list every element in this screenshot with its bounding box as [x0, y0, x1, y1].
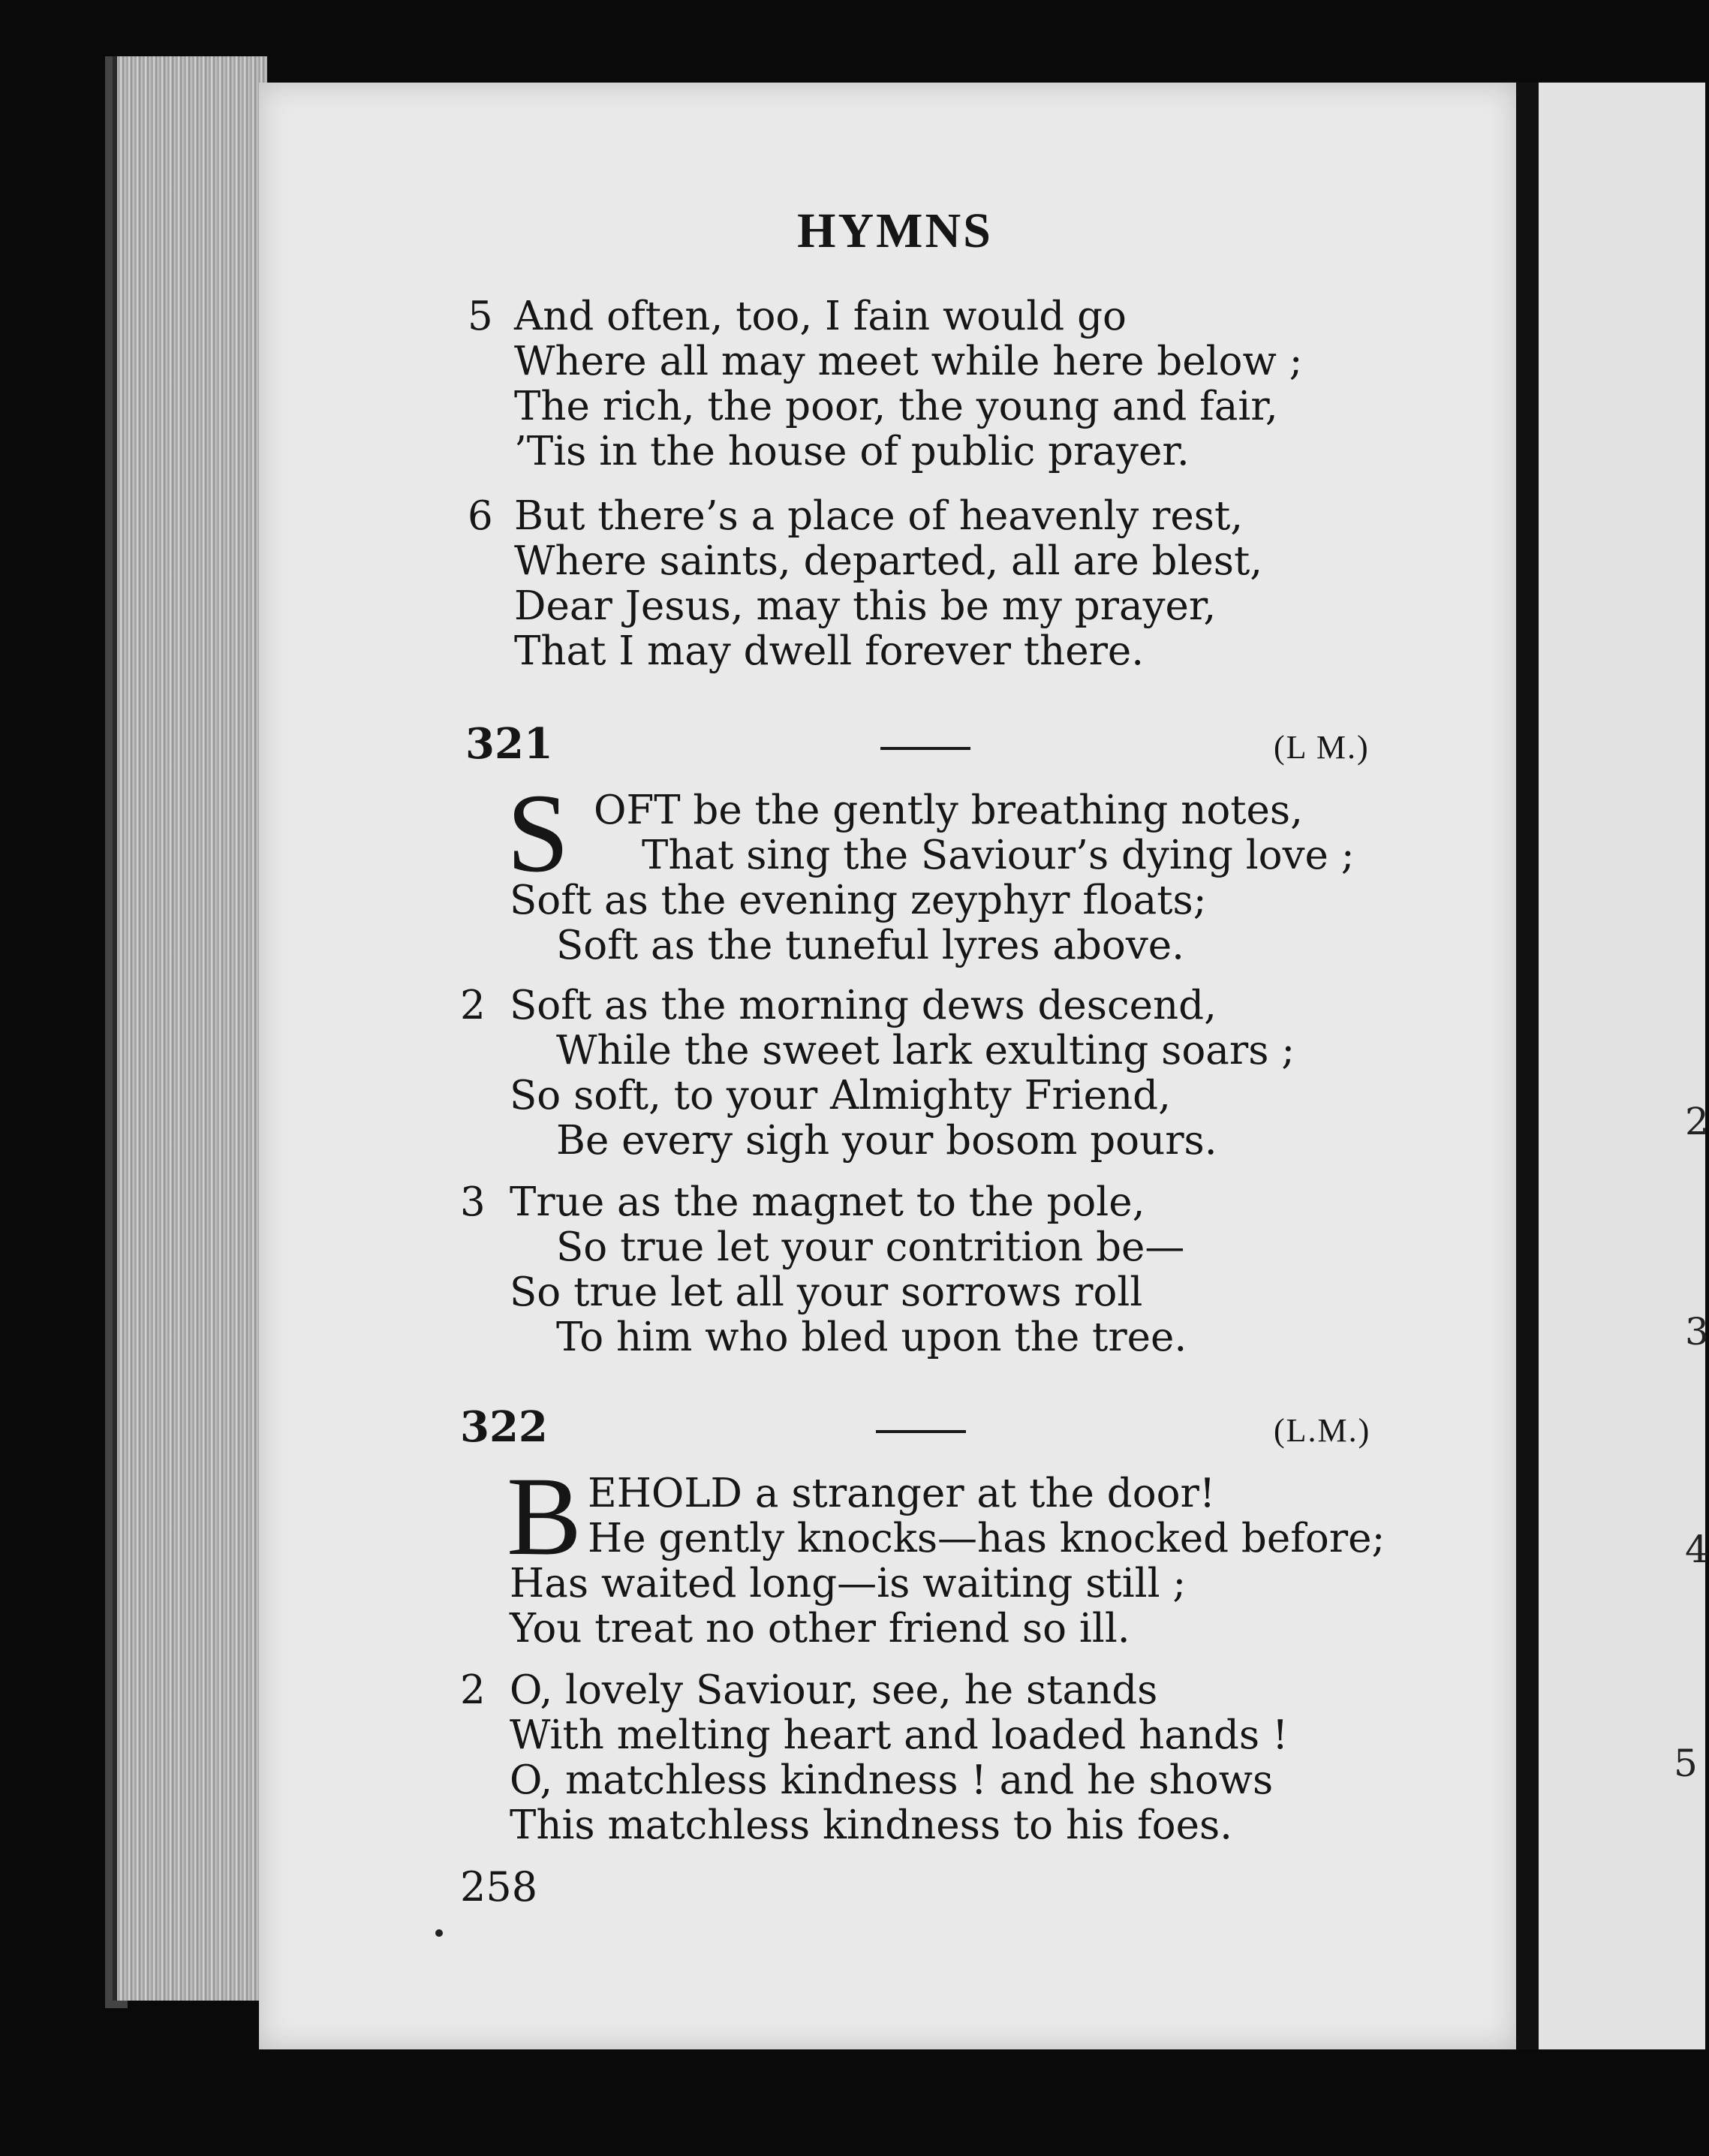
verse-line: ’Tis in the house of public prayer.	[514, 429, 1190, 474]
verse-line: To him who bled upon the tree.	[556, 1314, 1187, 1360]
verse-line: Soft as the morning dews descend,	[510, 983, 1217, 1028]
scan-border	[0, 2049, 1705, 2156]
book-page	[259, 83, 1516, 2049]
verse-line: You treat no other friend so ill.	[510, 1606, 1130, 1652]
header-dash	[880, 747, 970, 750]
verse-line: Soft as the evening zeyphyr floats;	[510, 878, 1207, 923]
verse-line: That I may dwell forever there.	[514, 628, 1145, 674]
verse-line: O, matchless kindness ! and he shows	[510, 1757, 1274, 1803]
facing-stanza-number: 4	[1685, 1528, 1709, 1571]
verse-line: That sing the Saviour’s dying love ;	[642, 833, 1355, 878]
verse-line: Dear Jesus, may this be my prayer,	[514, 583, 1217, 629]
verse-line: OFT be the gently breathing notes,	[594, 787, 1303, 833]
hymn-number: 321	[465, 719, 553, 769]
verse-line: While the sweet lark exulting soars ;	[556, 1028, 1295, 1073]
hymn-meter: (L.M.)	[1274, 1412, 1371, 1449]
hymn-number: 322	[460, 1402, 548, 1452]
verse-line: EHOLD a stranger at the door!	[588, 1471, 1216, 1516]
page-edges	[113, 56, 267, 2001]
verse-line: He gently knocks—has knocked before;	[588, 1516, 1386, 1561]
verse-line: Where saints, departed, all are blest,	[514, 538, 1263, 584]
ink-speck	[435, 1929, 443, 1937]
verse-line: This matchless kindness to his foes.	[510, 1802, 1233, 1848]
verse-line: But there’s a place of heavenly rest,	[514, 493, 1244, 539]
verse-line: Be every sigh your bosom pours.	[556, 1118, 1217, 1164]
verse-line: So soft, to your Almighty Friend,	[510, 1073, 1171, 1119]
verse-line: So true let all your sorrows roll	[510, 1269, 1143, 1315]
verse-line: Has waited long—is waiting still ;	[510, 1561, 1187, 1606]
stanza-number: 6	[468, 493, 493, 539]
verse-line: With melting heart and loaded hands !	[510, 1712, 1289, 1758]
verse-line: So true let your contrition be—	[556, 1224, 1185, 1270]
stanza-number: 5	[468, 294, 493, 339]
running-head: HYMNS	[797, 203, 993, 258]
verse-line: Soft as the tuneful lyres above.	[556, 923, 1184, 968]
facing-page-edge	[1539, 83, 1709, 2049]
stanza-number: 2	[460, 983, 486, 1028]
header-dash	[876, 1430, 966, 1433]
verse-line: O, lovely Saviour, see, he stands	[510, 1667, 1158, 1713]
page-number: 258	[460, 1863, 538, 1911]
facing-stanza-number: 5	[1674, 1742, 1698, 1785]
book-gutter	[1516, 83, 1539, 2049]
stanza-number: 2	[460, 1667, 486, 1713]
drop-cap: S	[507, 771, 570, 896]
facing-stanza-number: 2	[1685, 1100, 1709, 1143]
verse-line: And often, too, I fain would go	[514, 294, 1127, 339]
verse-line: Where all may meet while here below ;	[514, 339, 1303, 384]
facing-stanza-number: 3	[1685, 1310, 1709, 1354]
drop-cap: B	[507, 1454, 582, 1579]
verse-line: True as the magnet to the pole,	[510, 1179, 1145, 1225]
page-content	[259, 83, 1516, 2049]
hymn-meter: (L M.)	[1274, 729, 1370, 766]
stanza-number: 3	[460, 1179, 486, 1225]
verse-line: The rich, the poor, the young and fair,	[514, 384, 1278, 429]
